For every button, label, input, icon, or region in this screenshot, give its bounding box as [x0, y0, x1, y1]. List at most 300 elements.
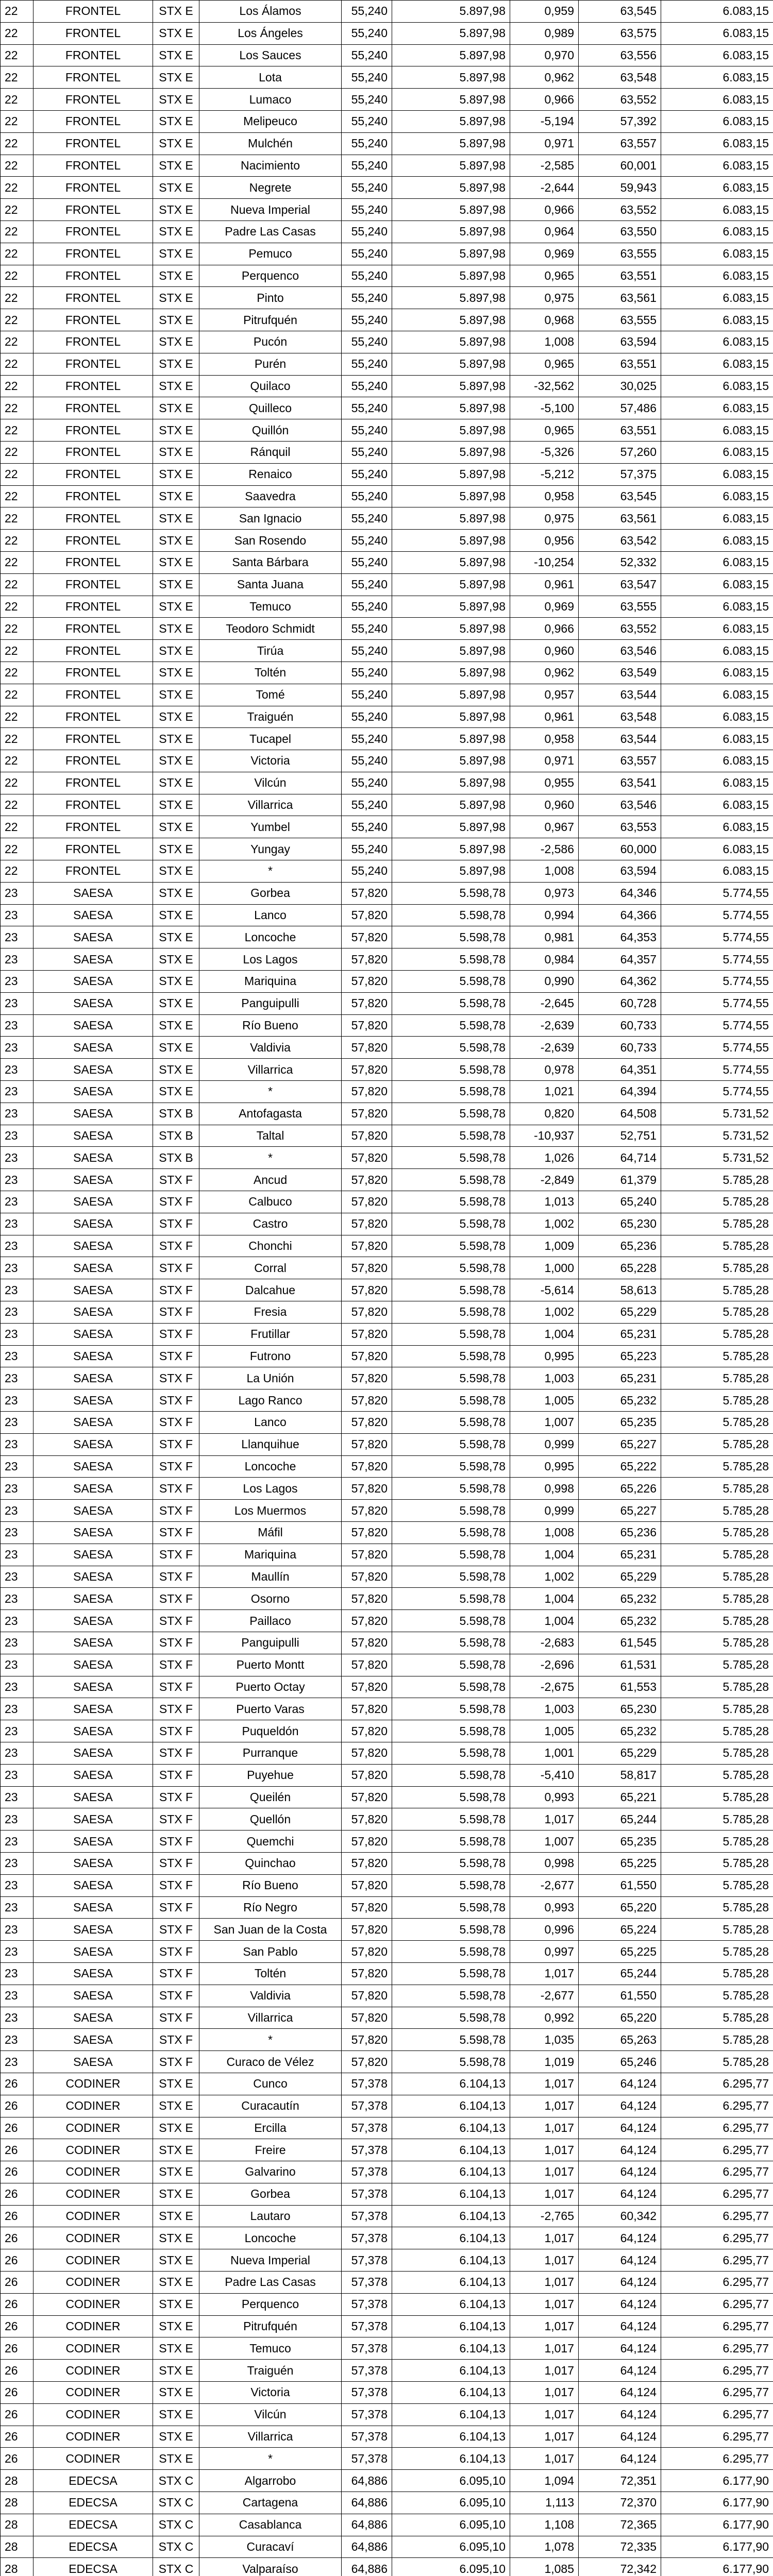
table-row — [1, 221, 773, 243]
cell-company: FRONTEL — [33, 177, 153, 199]
cell-zone-code: 26 — [1, 2073, 33, 2095]
cell-value-2: 6.104,13 — [392, 2426, 510, 2448]
cell-system: STX F — [153, 1345, 199, 1367]
cell-comuna: Santa Bárbara — [199, 551, 342, 573]
table-row — [1, 2183, 773, 2205]
cell-zone-code: 23 — [1, 1521, 33, 1544]
table-row — [1, 2337, 773, 2360]
cell-company: SAESA — [33, 1412, 153, 1434]
cell-comuna: Lota — [199, 66, 342, 89]
table-row — [1, 2426, 773, 2448]
cell-value-3: 1,017 — [510, 2139, 579, 2161]
cell-company: FRONTEL — [33, 309, 153, 331]
table-row — [1, 1301, 773, 1324]
cell-value-1: 55,240 — [342, 441, 392, 463]
cell-comuna: Futrono — [199, 1345, 342, 1367]
cell-zone-code: 22 — [1, 309, 33, 331]
cell-value-3: 1,005 — [510, 1720, 579, 1742]
cell-system: STX E — [153, 44, 199, 66]
cell-company: SAESA — [33, 2007, 153, 2029]
cell-comuna: Galvarino — [199, 2161, 342, 2183]
cell-company: SAESA — [33, 1125, 153, 1147]
cell-system: STX E — [153, 155, 199, 177]
cell-system: STX E — [153, 463, 199, 485]
cell-value-3: 1,002 — [510, 1566, 579, 1588]
cell-value-1: 57,820 — [342, 1014, 392, 1037]
cell-system: STX E — [153, 353, 199, 375]
cell-value-3: 0,994 — [510, 904, 579, 926]
cell-value-2: 5.598,78 — [392, 1412, 510, 1434]
table-row — [1, 22, 773, 44]
cell-value-2: 5.897,98 — [392, 772, 510, 794]
cell-value-4: 57,375 — [579, 463, 661, 485]
cell-zone-code: 23 — [1, 1147, 33, 1169]
cell-zone-code: 22 — [1, 573, 33, 596]
cell-value-4: 63,575 — [579, 22, 661, 44]
cell-zone-code: 23 — [1, 1852, 33, 1874]
cell-value-5: 6.295,77 — [661, 2293, 773, 2315]
cell-system: STX E — [153, 441, 199, 463]
cell-value-1: 55,240 — [342, 485, 392, 507]
cell-value-3: -2,586 — [510, 838, 579, 860]
cell-value-5: 5.785,28 — [661, 1213, 773, 1235]
cell-zone-code: 23 — [1, 1786, 33, 1808]
cell-comuna: Máfil — [199, 1521, 342, 1544]
cell-value-1: 55,240 — [342, 860, 392, 883]
cell-system: STX E — [153, 2205, 199, 2227]
cell-zone-code: 26 — [1, 2272, 33, 2294]
cell-value-3: 1,008 — [510, 1521, 579, 1544]
cell-value-2: 6.104,13 — [392, 2403, 510, 2426]
cell-system: STX E — [153, 2293, 199, 2315]
cell-system: STX E — [153, 331, 199, 353]
table-row — [1, 662, 773, 684]
table-row — [1, 1985, 773, 2007]
cell-comuna: Victoria — [199, 2382, 342, 2404]
cell-comuna: Queilén — [199, 1786, 342, 1808]
cell-company: SAESA — [33, 971, 153, 993]
cell-company: SAESA — [33, 1478, 153, 1500]
cell-comuna: Quellón — [199, 1808, 342, 1831]
cell-value-3: -2,644 — [510, 177, 579, 199]
cell-system: STX F — [153, 1808, 199, 1831]
cell-comuna: Lanco — [199, 1412, 342, 1434]
cell-zone-code: 23 — [1, 1831, 33, 1853]
cell-value-1: 57,820 — [342, 904, 392, 926]
cell-value-2: 5.897,98 — [392, 44, 510, 66]
cell-value-2: 5.598,78 — [392, 1896, 510, 1919]
cell-system: STX F — [153, 1367, 199, 1389]
cell-value-5: 5.785,28 — [661, 1786, 773, 1808]
cell-comuna: Nueva Imperial — [199, 199, 342, 221]
cell-value-4: 64,362 — [579, 971, 661, 993]
table-row — [1, 2360, 773, 2382]
table-row — [1, 507, 773, 530]
cell-comuna: Casablanca — [199, 2514, 342, 2536]
cell-value-2: 5.897,98 — [392, 89, 510, 111]
cell-value-1: 57,820 — [342, 1059, 392, 1081]
table-row — [1, 1412, 773, 1434]
table-row — [1, 684, 773, 706]
cell-company: CODINER — [33, 2426, 153, 2448]
cell-value-4: 65,231 — [579, 1367, 661, 1389]
cell-company: EDECSA — [33, 2558, 153, 2576]
cell-value-2: 5.598,78 — [392, 1676, 510, 1698]
cell-value-2: 5.598,78 — [392, 992, 510, 1014]
cell-value-2: 5.598,78 — [392, 1323, 510, 1345]
cell-company: SAESA — [33, 1389, 153, 1412]
cell-value-1: 57,820 — [342, 1367, 392, 1389]
cell-zone-code: 23 — [1, 1698, 33, 1720]
cell-value-3: 0,968 — [510, 309, 579, 331]
cell-system: STX F — [153, 1191, 199, 1213]
table-row — [1, 551, 773, 573]
cell-value-3: 1,017 — [510, 2360, 579, 2382]
cell-company: FRONTEL — [33, 640, 153, 662]
cell-value-3: -10,254 — [510, 551, 579, 573]
cell-value-5: 5.785,28 — [661, 1654, 773, 1676]
cell-system: STX E — [153, 2272, 199, 2294]
cell-zone-code: 23 — [1, 1632, 33, 1654]
cell-value-5: 6.083,15 — [661, 397, 773, 419]
cell-zone-code: 23 — [1, 1720, 33, 1742]
cell-comuna: Maullín — [199, 1566, 342, 1588]
cell-value-1: 57,820 — [342, 1301, 392, 1324]
cell-value-3: 0,965 — [510, 265, 579, 287]
cell-value-4: 57,486 — [579, 397, 661, 419]
cell-system: STX F — [153, 1588, 199, 1610]
cell-value-3: 1,017 — [510, 1962, 579, 1985]
cell-value-1: 57,378 — [342, 2293, 392, 2315]
cell-value-5: 5.774,55 — [661, 992, 773, 1014]
cell-value-3: 1,017 — [510, 2448, 579, 2470]
cell-value-3: 1,017 — [510, 2337, 579, 2360]
cell-system: STX F — [153, 1941, 199, 1963]
cell-value-4: 60,733 — [579, 1014, 661, 1037]
cell-value-2: 5.598,78 — [392, 1389, 510, 1412]
table-row — [1, 287, 773, 309]
cell-system: STX E — [153, 573, 199, 596]
cell-company: SAESA — [33, 1014, 153, 1037]
cell-system: STX F — [153, 2051, 199, 2073]
cell-company: FRONTEL — [33, 662, 153, 684]
cell-value-5: 5.785,28 — [661, 1698, 773, 1720]
cell-value-3: 0,966 — [510, 199, 579, 221]
cell-comuna: Ercilla — [199, 2117, 342, 2139]
cell-value-2: 5.598,78 — [392, 1588, 510, 1610]
cell-company: FRONTEL — [33, 794, 153, 816]
cell-value-3: 1,019 — [510, 2051, 579, 2073]
cell-value-5: 6.295,77 — [661, 2139, 773, 2161]
cell-system: STX E — [153, 2360, 199, 2382]
cell-value-4: 64,124 — [579, 2095, 661, 2117]
cell-comuna: Osorno — [199, 1588, 342, 1610]
cell-value-4: 65,229 — [579, 1301, 661, 1324]
cell-zone-code: 22 — [1, 551, 33, 573]
cell-comuna: Panguipulli — [199, 1632, 342, 1654]
cell-value-3: 1,009 — [510, 1235, 579, 1257]
cell-value-3: 0,957 — [510, 684, 579, 706]
cell-comuna: San Juan de la Costa — [199, 1919, 342, 1941]
cell-zone-code: 23 — [1, 926, 33, 948]
cell-company: CODINER — [33, 2161, 153, 2183]
cell-comuna: Padre Las Casas — [199, 221, 342, 243]
cell-system: STX E — [153, 1081, 199, 1103]
cell-zone-code: 23 — [1, 1676, 33, 1698]
cell-comuna: Pemuco — [199, 243, 342, 265]
cell-comuna: Mulchén — [199, 132, 342, 155]
cell-system: STX E — [153, 89, 199, 111]
cell-comuna: Quinchao — [199, 1852, 342, 1874]
cell-value-2: 5.598,78 — [392, 1919, 510, 1941]
cell-system: STX F — [153, 1962, 199, 1985]
cell-value-5: 6.083,15 — [661, 573, 773, 596]
cell-comuna: Ránquil — [199, 441, 342, 463]
cell-value-3: -2,585 — [510, 155, 579, 177]
cell-comuna: Pitrufquén — [199, 309, 342, 331]
cell-company: CODINER — [33, 2095, 153, 2117]
cell-value-2: 6.095,10 — [392, 2492, 510, 2514]
cell-value-2: 5.897,98 — [392, 287, 510, 309]
cell-value-2: 5.897,98 — [392, 155, 510, 177]
cell-zone-code: 23 — [1, 1059, 33, 1081]
cell-value-4: 63,557 — [579, 750, 661, 772]
table-row — [1, 2139, 773, 2161]
cell-value-5: 6.083,15 — [661, 441, 773, 463]
cell-value-3: 1,094 — [510, 2470, 579, 2492]
cell-value-4: 64,357 — [579, 948, 661, 971]
cell-comuna: Vilcún — [199, 772, 342, 794]
cell-company: FRONTEL — [33, 331, 153, 353]
cell-system: STX E — [153, 199, 199, 221]
cell-comuna: Antofagasta — [199, 1103, 342, 1125]
cell-value-4: 63,561 — [579, 507, 661, 530]
table-row — [1, 1566, 773, 1588]
cell-value-4: 65,220 — [579, 2007, 661, 2029]
cell-value-2: 5.598,78 — [392, 1566, 510, 1588]
cell-company: CODINER — [33, 2360, 153, 2382]
cell-comuna: Taltal — [199, 1125, 342, 1147]
cell-company: SAESA — [33, 1500, 153, 1522]
cell-zone-code: 22 — [1, 816, 33, 838]
cell-value-5: 6.083,15 — [661, 551, 773, 573]
cell-comuna: Tirúa — [199, 640, 342, 662]
cell-value-4: 64,508 — [579, 1103, 661, 1125]
cell-zone-code: 23 — [1, 2007, 33, 2029]
table-row — [1, 2448, 773, 2470]
cell-value-3: 0,958 — [510, 485, 579, 507]
cell-system: STX E — [153, 640, 199, 662]
cell-system: STX F — [153, 1323, 199, 1345]
cell-value-4: 64,124 — [579, 2448, 661, 2470]
cell-comuna: Yumbel — [199, 816, 342, 838]
cell-comuna: Cunco — [199, 2073, 342, 2095]
table-row — [1, 2492, 773, 2514]
table-row — [1, 1632, 773, 1654]
cell-zone-code: 26 — [1, 2403, 33, 2426]
cell-value-1: 57,820 — [342, 948, 392, 971]
cell-value-5: 5.785,28 — [661, 1632, 773, 1654]
cell-system: STX F — [153, 2029, 199, 2051]
table-row — [1, 1808, 773, 1831]
table-row — [1, 89, 773, 111]
cell-system: STX E — [153, 596, 199, 618]
cell-comuna: Pinto — [199, 287, 342, 309]
cell-company: FRONTEL — [33, 441, 153, 463]
cell-system: STX F — [153, 1654, 199, 1676]
cell-zone-code: 23 — [1, 1345, 33, 1367]
cell-value-5: 6.177,90 — [661, 2558, 773, 2576]
cell-value-4: 64,124 — [579, 2315, 661, 2337]
cell-comuna: Gorbea — [199, 2183, 342, 2205]
cell-zone-code: 22 — [1, 485, 33, 507]
cell-company: FRONTEL — [33, 507, 153, 530]
cell-value-5: 5.731,52 — [661, 1125, 773, 1147]
table-row — [1, 1919, 773, 1941]
table-row — [1, 1742, 773, 1764]
cell-value-4: 63,594 — [579, 331, 661, 353]
cell-value-3: 0,971 — [510, 132, 579, 155]
cell-value-5: 6.083,15 — [661, 419, 773, 442]
cell-company: EDECSA — [33, 2536, 153, 2558]
cell-value-4: 65,232 — [579, 1720, 661, 1742]
cell-value-5: 5.785,28 — [661, 1720, 773, 1742]
cell-value-3: 1,017 — [510, 2117, 579, 2139]
cell-value-2: 5.598,78 — [392, 1257, 510, 1279]
cell-company: FRONTEL — [33, 860, 153, 883]
cell-value-5: 5.785,28 — [661, 1279, 773, 1301]
cell-value-4: 63,549 — [579, 662, 661, 684]
cell-system: STX F — [153, 1500, 199, 1522]
cell-value-1: 55,240 — [342, 640, 392, 662]
cell-value-3: -5,614 — [510, 1279, 579, 1301]
cell-system: STX E — [153, 1, 199, 23]
cell-value-2: 5.897,98 — [392, 397, 510, 419]
cell-value-4: 64,124 — [579, 2161, 661, 2183]
cell-value-5: 6.083,15 — [661, 1, 773, 23]
cell-value-3: 1,017 — [510, 2161, 579, 2183]
cell-value-2: 6.095,10 — [392, 2536, 510, 2558]
cell-company: FRONTEL — [33, 728, 153, 750]
table-row — [1, 1896, 773, 1919]
cell-company: SAESA — [33, 1698, 153, 1720]
cell-system: STX B — [153, 1103, 199, 1125]
cell-value-1: 57,820 — [342, 1919, 392, 1941]
cell-zone-code: 23 — [1, 1874, 33, 1896]
cell-value-3: 1,017 — [510, 2403, 579, 2426]
table-row — [1, 1059, 773, 1081]
cell-zone-code: 26 — [1, 2095, 33, 2117]
cell-zone-code: 23 — [1, 1764, 33, 1786]
cell-value-4: 65,229 — [579, 1566, 661, 1588]
cell-value-5: 6.295,77 — [661, 2249, 773, 2272]
table-row — [1, 2293, 773, 2315]
cell-system: STX F — [153, 1389, 199, 1412]
cell-system: STX C — [153, 2470, 199, 2492]
cell-value-4: 63,555 — [579, 243, 661, 265]
cell-system: STX F — [153, 1257, 199, 1279]
cell-value-3: 1,001 — [510, 1742, 579, 1764]
cell-system: STX E — [153, 750, 199, 772]
cell-value-4: 63,555 — [579, 596, 661, 618]
cell-comuna: Puerto Varas — [199, 1698, 342, 1720]
cell-value-2: 5.897,98 — [392, 199, 510, 221]
cell-value-4: 60,001 — [579, 155, 661, 177]
cell-value-4: 65,222 — [579, 1455, 661, 1478]
cell-value-3: 1,108 — [510, 2514, 579, 2536]
cell-company: SAESA — [33, 1896, 153, 1919]
cell-zone-code: 22 — [1, 684, 33, 706]
table-row — [1, 2095, 773, 2117]
cell-value-2: 5.897,98 — [392, 684, 510, 706]
cell-value-1: 57,378 — [342, 2095, 392, 2117]
cell-system: STX E — [153, 485, 199, 507]
cell-value-1: 64,886 — [342, 2470, 392, 2492]
cell-value-2: 5.897,98 — [392, 309, 510, 331]
table-row — [1, 1610, 773, 1632]
cell-value-5: 5.785,28 — [661, 1191, 773, 1213]
cell-comuna: Mariquina — [199, 971, 342, 993]
cell-zone-code: 22 — [1, 397, 33, 419]
cell-company: SAESA — [33, 1654, 153, 1676]
cell-system: STX E — [153, 684, 199, 706]
cell-value-4: 60,342 — [579, 2205, 661, 2227]
cell-value-4: 65,227 — [579, 1433, 661, 1455]
cell-company: SAESA — [33, 1345, 153, 1367]
cell-value-2: 5.897,98 — [392, 860, 510, 883]
cell-value-5: 6.295,77 — [661, 2448, 773, 2470]
cell-value-1: 57,378 — [342, 2227, 392, 2249]
cell-value-3: 1,007 — [510, 1412, 579, 1434]
cell-value-4: 64,124 — [579, 2272, 661, 2294]
cell-value-1: 64,886 — [342, 2536, 392, 2558]
cell-company: CODINER — [33, 2403, 153, 2426]
cell-value-5: 6.295,77 — [661, 2337, 773, 2360]
table-row — [1, 992, 773, 1014]
cell-value-4: 65,227 — [579, 1500, 661, 1522]
cell-zone-code: 23 — [1, 1014, 33, 1037]
table-row — [1, 2051, 773, 2073]
cell-value-3: 0,993 — [510, 1786, 579, 1808]
cell-value-1: 55,240 — [342, 397, 392, 419]
cell-value-2: 6.104,13 — [392, 2205, 510, 2227]
cell-comuna: Lautaro — [199, 2205, 342, 2227]
cell-value-3: -5,326 — [510, 441, 579, 463]
cell-value-2: 6.104,13 — [392, 2337, 510, 2360]
cell-company: FRONTEL — [33, 706, 153, 728]
cell-company: EDECSA — [33, 2492, 153, 2514]
cell-system: STX E — [153, 419, 199, 442]
cell-value-4: 65,232 — [579, 1610, 661, 1632]
cell-value-1: 57,820 — [342, 1610, 392, 1632]
cell-value-3: -2,675 — [510, 1676, 579, 1698]
cell-value-2: 5.897,98 — [392, 221, 510, 243]
cell-value-5: 5.774,55 — [661, 1081, 773, 1103]
cell-value-5: 5.785,28 — [661, 1962, 773, 1985]
cell-value-5: 6.177,90 — [661, 2514, 773, 2536]
cell-zone-code: 22 — [1, 662, 33, 684]
cell-comuna: Valdivia — [199, 1985, 342, 2007]
cell-value-3: -5,194 — [510, 110, 579, 132]
cell-value-4: 72,342 — [579, 2558, 661, 2576]
cell-zone-code: 23 — [1, 948, 33, 971]
cell-value-1: 57,378 — [342, 2315, 392, 2337]
cell-zone-code: 23 — [1, 1301, 33, 1324]
cell-zone-code: 22 — [1, 441, 33, 463]
cell-zone-code: 22 — [1, 221, 33, 243]
cell-zone-code: 22 — [1, 155, 33, 177]
cell-company: FRONTEL — [33, 221, 153, 243]
